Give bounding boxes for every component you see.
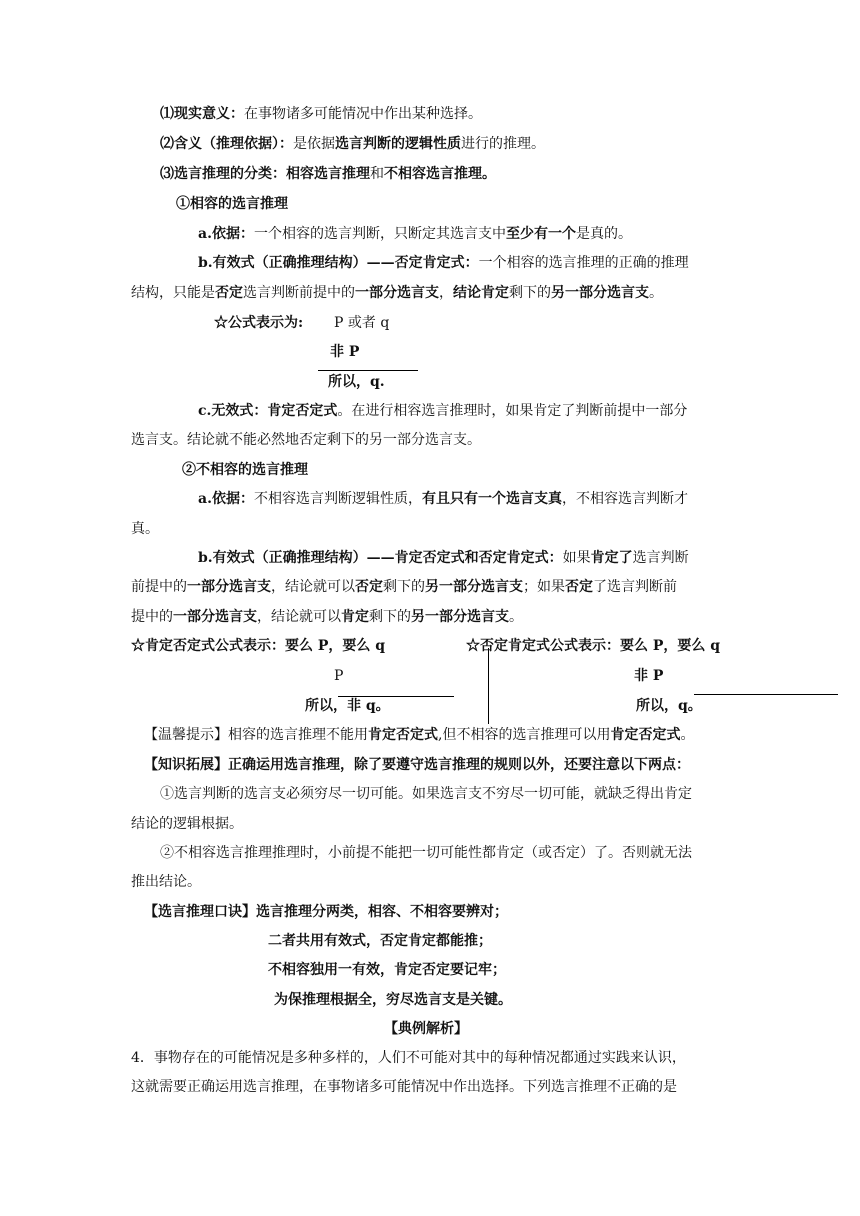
line-significance — [160, 104, 482, 124]
label: ⑶选言推理的分类： — [160, 166, 286, 182]
formula-premise-1: P 或者 q — [334, 315, 390, 331]
bold-text: 肯定否定式 — [610, 727, 681, 743]
label: b.有效式（正确推理结构）——否定肯定式： — [198, 255, 479, 271]
text: 。 — [649, 285, 663, 301]
bold-text: 一部分选言支 — [173, 609, 257, 625]
label: 【选言推理口诀】 — [144, 904, 256, 920]
extension-point-2: ②不相容选言推理推理时，小前提不能把一切可能性都肯定（或否定）了。否则就无法 — [160, 845, 692, 861]
question-4-line-2: 这就需要正确运用选言推理，在事物诸多可能情况中作出选择。下列选言推理不正确的是 — [131, 1079, 677, 1095]
text: ，不相容选言判断才 — [561, 491, 688, 507]
extension-point-2-cont: 推出结论。 — [131, 874, 201, 890]
text: 结构，只能是 — [131, 285, 215, 301]
text: 正确运用选言推理，除了要遵守选言推理的规则以外，还要注意以下两点： — [228, 757, 690, 773]
extension-point-1: ①选言判断的选言支必须穷尽一切可能。如果选言支不穷尽一切可能，就缺乏得出肯定 — [160, 786, 692, 802]
text: 一个相容的选言推理的正确的推理 — [478, 255, 689, 271]
label: c.无效式： — [198, 403, 268, 419]
heading-incompatible: ②不相容的选言推理 — [182, 462, 308, 478]
formula-divider — [318, 370, 418, 371]
text: 在事物诸多可能情况中作出某种选择。 — [244, 106, 482, 122]
bold-text: 肯定了 — [590, 550, 633, 566]
text: 选言判断前提中的 — [243, 285, 355, 301]
formula-left-conclusion: 所以，非 q。 — [305, 698, 390, 714]
text: 剩下的 — [369, 609, 411, 625]
label: b.有效式（正确推理结构）——肯定否定式和否定肯定式： — [198, 550, 563, 566]
text: 如果 — [562, 550, 591, 566]
text: ，结论就可以 — [271, 579, 355, 595]
text: 选言推理分两类，相容、不相容要辨对； — [256, 904, 508, 920]
formula-right-conclusion: 所以，q。 — [636, 698, 702, 714]
bold-text: 另一部分选言支 — [551, 285, 649, 301]
bold-text: 有且只有一个选言支真 — [421, 491, 562, 507]
bold-text: 肯定 — [341, 609, 369, 625]
bold-text: 肯定否定式 — [368, 727, 438, 743]
formula-right-divider — [694, 694, 838, 695]
text: 剩下的 — [383, 579, 425, 595]
line-compatible-basis — [198, 224, 632, 244]
label: 【温馨提示】 — [144, 727, 228, 743]
text: 进行的推理。 — [461, 136, 545, 152]
bold-text: 结论肯定 — [453, 285, 509, 301]
text: 。在进行相容选言推理时，如果肯定了判断前提中一部分 — [337, 403, 688, 419]
text: 。 — [509, 609, 523, 625]
bold-text: 一部分选言支 — [187, 579, 271, 595]
text: 提中的 — [131, 609, 173, 625]
heading-compatible: ①相容的选言推理 — [176, 196, 288, 212]
bold-text: 否定 — [355, 579, 383, 595]
line-classification — [160, 164, 496, 184]
text: 选言判断 — [632, 550, 689, 566]
line-compatible-invalid-2: 选言支。结论就不能必然地否定剩下的另一部分选言支。 — [131, 432, 481, 448]
extension-line — [144, 755, 690, 775]
text: ， — [439, 285, 453, 301]
label: a.依据： — [198, 491, 254, 507]
formula-right-label: ☆否定肯定式公式表示：要么 P，要么 q — [466, 638, 721, 654]
bold-text: 肯定否定式 — [267, 403, 338, 419]
line-incompatible-basis — [198, 489, 688, 509]
text: 是依据 — [293, 136, 335, 152]
label: ⑵含义（推理依据）： — [160, 136, 293, 152]
tip-line — [144, 725, 694, 745]
bold-text: 选言判断的逻辑性质 — [335, 136, 461, 152]
bold-text: 否定 — [565, 579, 593, 595]
text: 前提中的 — [131, 579, 187, 595]
line-incompatible-valid — [198, 548, 689, 568]
text: 是真的。 — [575, 226, 632, 242]
line-meaning — [160, 134, 545, 154]
text: 和 — [370, 166, 384, 182]
formula-conclusion: 所以，q. — [328, 374, 385, 390]
text: 不相容选言判断逻辑性质， — [253, 491, 422, 507]
rhyme-line-1 — [144, 902, 508, 922]
formula-left-premise-2: P — [334, 668, 344, 684]
line-compatible-invalid — [198, 401, 687, 421]
question-4-line-1: 4．事物存在的可能情况是多种多样的，人们不可能对其中的每种情况都通过实践来认识， — [131, 1050, 686, 1066]
bold-text: 不相容选言推理。 — [384, 166, 496, 182]
line-incompatible-basis-2: 真。 — [131, 521, 159, 537]
text: 了选言判断前 — [593, 579, 677, 595]
formula-premise-2: 非 P — [330, 344, 360, 360]
rhyme-line-4: 为保推理根据全，穷尽选言支是关键。 — [274, 992, 512, 1008]
rhyme-line-3: 不相容独用一有效，肯定否定要记牢； — [268, 962, 506, 978]
bold-text: 否定 — [215, 285, 243, 301]
text: ,但不相容的选言推理可以用 — [438, 727, 611, 743]
text: ；如果 — [523, 579, 565, 595]
line-compatible-valid — [198, 253, 689, 273]
line-incompatible-valid-3 — [131, 607, 523, 627]
text: 相容的选言推理不能用 — [228, 727, 368, 743]
label: a.依据： — [198, 226, 254, 242]
text: 。 — [680, 727, 695, 743]
text: ，结论就可以 — [257, 609, 341, 625]
example-heading: 【典例解析】 — [384, 1021, 468, 1037]
extension-point-1-cont: 结论的逻辑根据。 — [131, 816, 243, 832]
formula-left-label: ☆肯定否定式公式表示：要么 P，要么 q — [131, 638, 386, 654]
text: 一个相容的选言判断，只断定其选言支中 — [253, 226, 506, 242]
line-compatible-valid-2 — [131, 283, 663, 303]
label: ⑴现实意义： — [160, 106, 244, 122]
bold-text: 相容选言推理 — [286, 166, 370, 182]
formula-right-premise-2: 非 P — [634, 668, 664, 684]
bold-text: 至少有一个 — [505, 226, 576, 242]
formula-separator — [488, 648, 489, 724]
formula-label: ☆公式表示为: — [214, 315, 304, 331]
label: 【知识拓展】 — [144, 757, 228, 773]
bold-text: 一部分选言支 — [355, 285, 439, 301]
bold-text: 另一部分选言支 — [411, 609, 509, 625]
line-incompatible-valid-2 — [131, 577, 677, 597]
rhyme-line-2: 二者共用有效式，否定肯定都能推； — [268, 933, 492, 949]
bold-text: 另一部分选言支 — [425, 579, 523, 595]
text: 剩下的 — [509, 285, 551, 301]
